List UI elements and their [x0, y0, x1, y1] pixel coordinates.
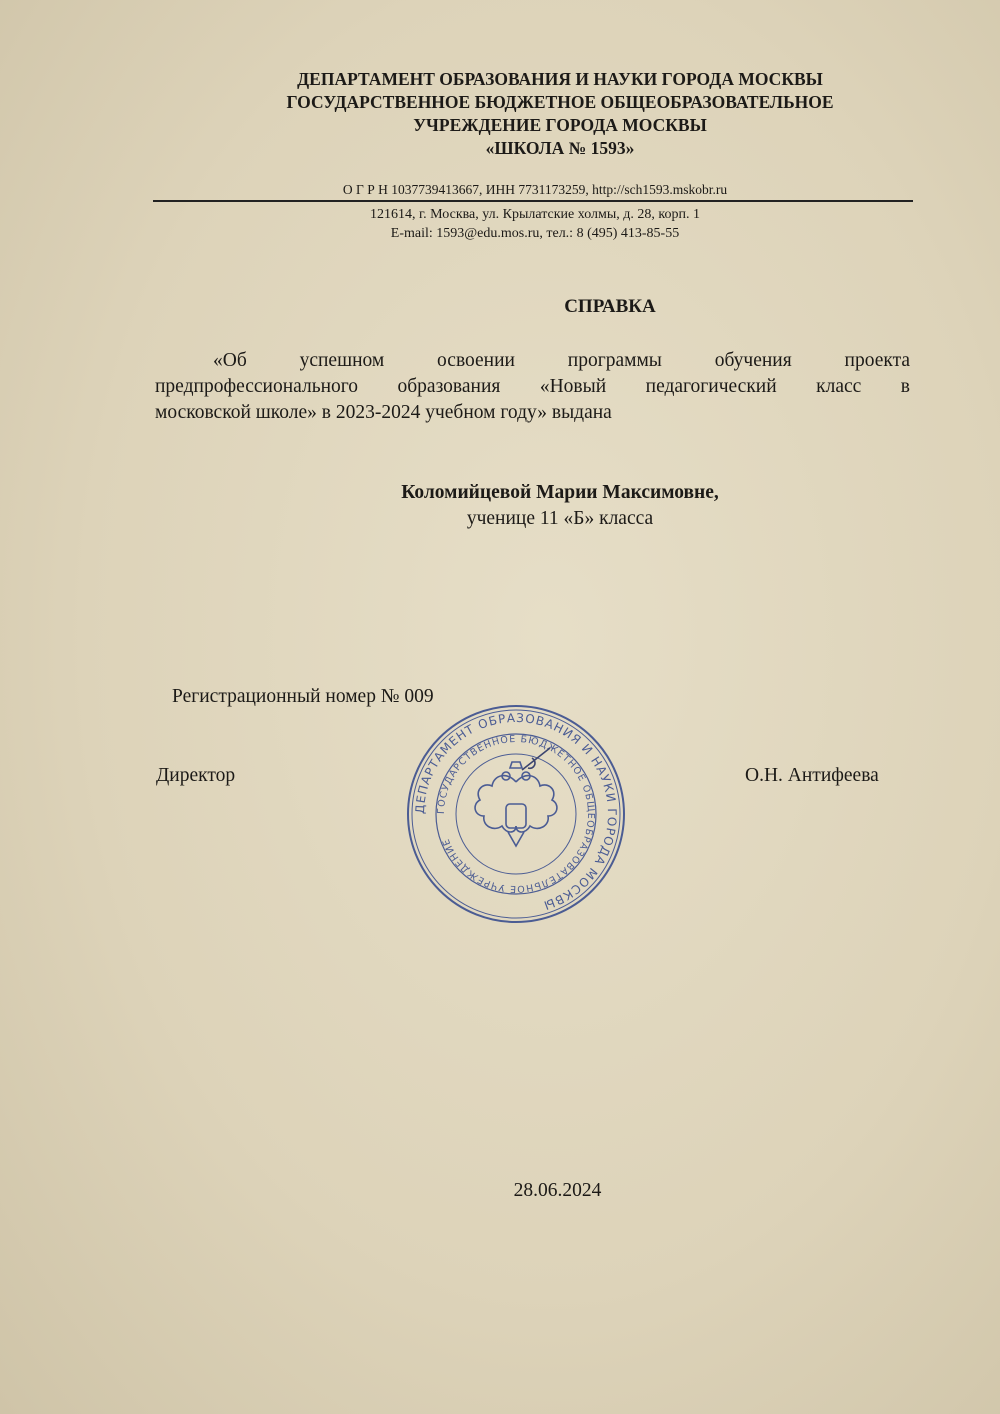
document-title: СПРАВКА	[564, 296, 656, 317]
recipient-block	[380, 480, 740, 532]
contact-line: E-mail: 1593@edu.mos.ru, тел.: 8 (495) 413-85-55	[390, 226, 680, 241]
registration-number: Регистрационный номер № 009	[172, 686, 434, 707]
letterhead	[150, 68, 970, 160]
official-seal-stamp	[402, 700, 630, 928]
seal-outer-text: ДЕПАРТАМЕНТ ОБРАЗОВАНИЯ И НАУКИ ГОРОДА МОСКВЫ	[412, 710, 620, 913]
address-block	[150, 205, 920, 243]
recipient-role: ученице 11 «Б» класса	[466, 508, 654, 529]
letterhead-institution-type: ГОСУДАРСТВЕННОЕ БЮДЖЕТНОЕ ОБЩЕОБРАЗОВАТЕЛЬНОЕ	[286, 92, 834, 112]
header-divider	[153, 200, 913, 202]
body-line-2: предпрофессионального образования «Новый педагогический класс в	[155, 376, 910, 397]
requisites-line: О Г Р Н 1037739413667, ИНН 7731173259, http://sch1593.mskobr.ru	[342, 182, 728, 197]
signer-name: О.Н. Антифеева	[745, 765, 879, 786]
signature-position: Директор	[156, 765, 236, 786]
letterhead-department: ДЕПАРТАМЕНТ ОБРАЗОВАНИЯ И НАУКИ ГОРОДА МОСКВЫ	[297, 69, 823, 89]
seal-inner-text: ГОСУДАРСТВЕННОЕ БЮДЖЕТНОЕ ОБЩЕОБРАЗОВАТЕЛЬНОЕ УЧРЕЖДЕНИЕ	[435, 733, 597, 895]
body-line-3: московской школе» в 2023-2024 учебном году» выдана	[155, 402, 612, 423]
coat-of-arms-icon	[475, 762, 557, 846]
certificate-body	[155, 348, 910, 426]
letterhead-school-name: «ШКОЛА № 1593»	[485, 138, 635, 158]
body-line-1: «Об успешном освоении программы обучения проекта	[213, 350, 910, 371]
recipient-name: Коломийцевой Марии Максимовне,	[401, 482, 719, 503]
signature-stroke	[522, 748, 550, 770]
address-line: 121614, г. Москва, ул. Крылатские холмы, д. 28, корп. 1	[370, 207, 700, 222]
letterhead-institution-city: УЧРЕЖДЕНИЕ ГОРОДА МОСКВЫ	[413, 115, 707, 135]
document-date: 28.06.2024	[513, 1180, 602, 1201]
